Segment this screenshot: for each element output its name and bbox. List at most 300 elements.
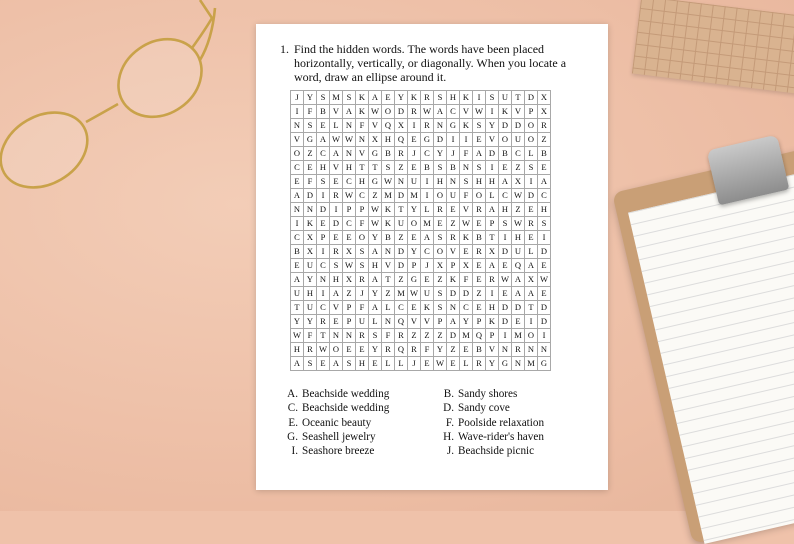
grid-cell[interactable]: H: [473, 175, 486, 189]
grid-cell[interactable]: Y: [408, 245, 421, 259]
grid-cell[interactable]: S: [304, 357, 317, 371]
grid-cell[interactable]: D: [395, 245, 408, 259]
grid-cell[interactable]: W: [369, 217, 382, 231]
grid-cell[interactable]: F: [304, 175, 317, 189]
grid-cell[interactable]: A: [330, 357, 343, 371]
grid-cell[interactable]: S: [434, 91, 447, 105]
grid-cell[interactable]: X: [538, 105, 551, 119]
grid-cell[interactable]: E: [317, 119, 330, 133]
grid-cell[interactable]: R: [356, 273, 369, 287]
grid-cell[interactable]: E: [408, 231, 421, 245]
grid-cell[interactable]: X: [395, 119, 408, 133]
grid-cell[interactable]: R: [538, 119, 551, 133]
grid-cell[interactable]: K: [460, 231, 473, 245]
grid-cell[interactable]: H: [304, 287, 317, 301]
grid-cell[interactable]: S: [343, 91, 356, 105]
grid-cell[interactable]: V: [330, 161, 343, 175]
grid-cell[interactable]: E: [330, 231, 343, 245]
grid-cell[interactable]: K: [408, 91, 421, 105]
grid-cell[interactable]: Z: [538, 133, 551, 147]
grid-cell[interactable]: A: [369, 301, 382, 315]
grid-cell[interactable]: Y: [486, 357, 499, 371]
grid-cell[interactable]: Y: [304, 315, 317, 329]
grid-cell[interactable]: E: [330, 315, 343, 329]
grid-cell[interactable]: P: [408, 259, 421, 273]
grid-cell[interactable]: Q: [395, 343, 408, 357]
grid-cell[interactable]: E: [499, 287, 512, 301]
grid-cell[interactable]: B: [317, 105, 330, 119]
grid-cell[interactable]: S: [369, 329, 382, 343]
grid-cell[interactable]: N: [343, 329, 356, 343]
grid-cell[interactable]: K: [447, 273, 460, 287]
grid-cell[interactable]: O: [525, 119, 538, 133]
grid-cell[interactable]: V: [460, 105, 473, 119]
grid-cell[interactable]: S: [317, 91, 330, 105]
grid-cell[interactable]: P: [486, 329, 499, 343]
grid-cell[interactable]: A: [447, 315, 460, 329]
grid-cell[interactable]: S: [343, 357, 356, 371]
grid-cell[interactable]: F: [356, 119, 369, 133]
grid-cell[interactable]: E: [421, 273, 434, 287]
grid-cell[interactable]: U: [304, 301, 317, 315]
grid-cell[interactable]: E: [499, 161, 512, 175]
grid-cell[interactable]: M: [408, 189, 421, 203]
grid-cell[interactable]: B: [473, 231, 486, 245]
grid-cell[interactable]: O: [330, 343, 343, 357]
grid-cell[interactable]: C: [317, 259, 330, 273]
grid-cell[interactable]: I: [408, 119, 421, 133]
grid-cell[interactable]: B: [473, 343, 486, 357]
grid-cell[interactable]: I: [486, 105, 499, 119]
grid-cell[interactable]: N: [447, 301, 460, 315]
grid-cell[interactable]: O: [434, 189, 447, 203]
grid-cell[interactable]: J: [356, 287, 369, 301]
grid-cell[interactable]: F: [304, 105, 317, 119]
grid-cell[interactable]: P: [434, 315, 447, 329]
grid-cell[interactable]: O: [525, 133, 538, 147]
grid-cell[interactable]: K: [486, 315, 499, 329]
grid-cell[interactable]: R: [304, 343, 317, 357]
grid-cell[interactable]: D: [538, 301, 551, 315]
grid-cell[interactable]: S: [499, 217, 512, 231]
grid-cell[interactable]: S: [434, 287, 447, 301]
grid-cell[interactable]: I: [460, 133, 473, 147]
grid-cell[interactable]: N: [434, 119, 447, 133]
grid-cell[interactable]: A: [486, 203, 499, 217]
grid-cell[interactable]: T: [486, 231, 499, 245]
grid-cell[interactable]: Y: [304, 273, 317, 287]
grid-cell[interactable]: H: [486, 301, 499, 315]
grid-cell[interactable]: W: [434, 357, 447, 371]
grid-cell[interactable]: E: [538, 259, 551, 273]
grid-cell[interactable]: I: [538, 329, 551, 343]
grid-cell[interactable]: Y: [369, 231, 382, 245]
grid-cell[interactable]: S: [382, 161, 395, 175]
grid-cell[interactable]: J: [408, 357, 421, 371]
grid-cell[interactable]: E: [408, 301, 421, 315]
grid-cell[interactable]: Z: [447, 217, 460, 231]
grid-cell[interactable]: N: [382, 245, 395, 259]
grid-cell[interactable]: J: [291, 91, 304, 105]
grid-cell[interactable]: D: [460, 287, 473, 301]
grid-cell[interactable]: M: [460, 329, 473, 343]
grid-cell[interactable]: S: [304, 119, 317, 133]
grid-cell[interactable]: Z: [447, 343, 460, 357]
grid-cell[interactable]: K: [356, 91, 369, 105]
grid-cell[interactable]: W: [330, 133, 343, 147]
grid-cell[interactable]: Q: [395, 133, 408, 147]
grid-cell[interactable]: W: [512, 217, 525, 231]
grid-cell[interactable]: D: [499, 245, 512, 259]
grid-cell[interactable]: W: [382, 175, 395, 189]
grid-cell[interactable]: Z: [304, 147, 317, 161]
grid-cell[interactable]: Z: [382, 287, 395, 301]
grid-cell[interactable]: R: [434, 203, 447, 217]
grid-cell[interactable]: I: [421, 175, 434, 189]
grid-cell[interactable]: R: [395, 147, 408, 161]
grid-cell[interactable]: A: [538, 175, 551, 189]
grid-cell[interactable]: C: [421, 245, 434, 259]
grid-cell[interactable]: R: [356, 329, 369, 343]
grid-cell[interactable]: Y: [369, 343, 382, 357]
grid-cell[interactable]: G: [304, 133, 317, 147]
grid-cell[interactable]: E: [421, 357, 434, 371]
grid-cell[interactable]: Z: [421, 329, 434, 343]
grid-cell[interactable]: R: [525, 217, 538, 231]
grid-cell[interactable]: A: [512, 273, 525, 287]
grid-cell[interactable]: K: [460, 119, 473, 133]
grid-cell[interactable]: E: [512, 315, 525, 329]
grid-cell[interactable]: E: [304, 161, 317, 175]
grid-cell[interactable]: B: [382, 231, 395, 245]
grid-cell[interactable]: H: [291, 343, 304, 357]
grid-cell[interactable]: S: [330, 259, 343, 273]
grid-cell[interactable]: C: [291, 231, 304, 245]
grid-cell[interactable]: N: [460, 161, 473, 175]
grid-cell[interactable]: Z: [408, 329, 421, 343]
grid-cell[interactable]: S: [434, 301, 447, 315]
grid-cell[interactable]: L: [486, 189, 499, 203]
grid-cell[interactable]: W: [512, 189, 525, 203]
grid-cell[interactable]: C: [317, 301, 330, 315]
grid-cell[interactable]: B: [538, 147, 551, 161]
grid-cell[interactable]: U: [512, 245, 525, 259]
grid-cell[interactable]: T: [395, 203, 408, 217]
grid-cell[interactable]: D: [304, 189, 317, 203]
grid-cell[interactable]: Z: [434, 329, 447, 343]
grid-cell[interactable]: B: [382, 147, 395, 161]
grid-cell[interactable]: C: [421, 147, 434, 161]
grid-cell[interactable]: J: [421, 259, 434, 273]
grid-cell[interactable]: R: [473, 245, 486, 259]
grid-cell[interactable]: R: [317, 315, 330, 329]
grid-cell[interactable]: S: [356, 259, 369, 273]
grid-cell[interactable]: Q: [395, 315, 408, 329]
grid-cell[interactable]: Y: [395, 91, 408, 105]
grid-cell[interactable]: H: [317, 161, 330, 175]
grid-cell[interactable]: C: [499, 189, 512, 203]
grid-cell[interactable]: L: [369, 315, 382, 329]
grid-cell[interactable]: I: [330, 203, 343, 217]
grid-cell[interactable]: V: [447, 245, 460, 259]
grid-cell[interactable]: H: [434, 175, 447, 189]
grid-cell[interactable]: N: [291, 119, 304, 133]
grid-cell[interactable]: R: [473, 203, 486, 217]
grid-cell[interactable]: C: [291, 161, 304, 175]
grid-cell[interactable]: U: [408, 175, 421, 189]
grid-cell[interactable]: E: [538, 161, 551, 175]
grid-cell[interactable]: T: [369, 161, 382, 175]
grid-cell[interactable]: R: [330, 245, 343, 259]
grid-cell[interactable]: Q: [512, 259, 525, 273]
grid-cell[interactable]: H: [343, 161, 356, 175]
grid-cell[interactable]: L: [525, 245, 538, 259]
grid-cell[interactable]: X: [434, 259, 447, 273]
grid-cell[interactable]: F: [460, 273, 473, 287]
grid-cell[interactable]: E: [382, 91, 395, 105]
grid-cell[interactable]: R: [512, 343, 525, 357]
grid-cell[interactable]: W: [343, 133, 356, 147]
grid-cell[interactable]: L: [525, 147, 538, 161]
grid-cell[interactable]: N: [395, 175, 408, 189]
grid-cell[interactable]: P: [343, 315, 356, 329]
grid-cell[interactable]: E: [525, 231, 538, 245]
grid-cell[interactable]: E: [473, 217, 486, 231]
grid-cell[interactable]: M: [512, 329, 525, 343]
grid-cell[interactable]: S: [434, 161, 447, 175]
grid-cell[interactable]: E: [343, 231, 356, 245]
grid-cell[interactable]: K: [460, 91, 473, 105]
grid-cell[interactable]: V: [330, 301, 343, 315]
grid-cell[interactable]: O: [499, 133, 512, 147]
grid-cell[interactable]: D: [395, 189, 408, 203]
grid-cell[interactable]: F: [356, 217, 369, 231]
grid-cell[interactable]: R: [408, 343, 421, 357]
grid-cell[interactable]: I: [499, 231, 512, 245]
grid-cell[interactable]: B: [499, 147, 512, 161]
grid-cell[interactable]: X: [304, 231, 317, 245]
grid-cell[interactable]: Z: [395, 231, 408, 245]
grid-cell[interactable]: V: [356, 147, 369, 161]
grid-cell[interactable]: D: [499, 119, 512, 133]
grid-cell[interactable]: A: [421, 231, 434, 245]
grid-cell[interactable]: D: [538, 245, 551, 259]
grid-cell[interactable]: E: [330, 175, 343, 189]
grid-cell[interactable]: J: [408, 147, 421, 161]
grid-cell[interactable]: A: [486, 259, 499, 273]
grid-cell[interactable]: A: [317, 133, 330, 147]
grid-cell[interactable]: L: [460, 357, 473, 371]
grid-cell[interactable]: Z: [369, 189, 382, 203]
grid-cell[interactable]: M: [421, 217, 434, 231]
grid-cell[interactable]: E: [460, 343, 473, 357]
grid-cell[interactable]: N: [447, 175, 460, 189]
grid-cell[interactable]: N: [343, 119, 356, 133]
grid-cell[interactable]: V: [382, 259, 395, 273]
grid-cell[interactable]: C: [343, 217, 356, 231]
grid-cell[interactable]: G: [499, 357, 512, 371]
grid-cell[interactable]: F: [356, 301, 369, 315]
grid-cell[interactable]: R: [408, 105, 421, 119]
grid-cell[interactable]: Y: [460, 315, 473, 329]
grid-cell[interactable]: D: [317, 203, 330, 217]
grid-cell[interactable]: K: [421, 301, 434, 315]
grid-cell[interactable]: N: [525, 343, 538, 357]
grid-cell[interactable]: F: [304, 329, 317, 343]
grid-cell[interactable]: X: [343, 273, 356, 287]
grid-cell[interactable]: P: [473, 315, 486, 329]
grid-cell[interactable]: T: [356, 161, 369, 175]
grid-cell[interactable]: G: [369, 147, 382, 161]
grid-cell[interactable]: H: [369, 259, 382, 273]
grid-cell[interactable]: U: [421, 287, 434, 301]
grid-cell[interactable]: H: [512, 231, 525, 245]
grid-cell[interactable]: I: [538, 231, 551, 245]
grid-cell[interactable]: I: [317, 189, 330, 203]
grid-cell[interactable]: T: [525, 301, 538, 315]
grid-cell[interactable]: R: [421, 119, 434, 133]
grid-cell[interactable]: I: [421, 189, 434, 203]
grid-cell[interactable]: S: [473, 161, 486, 175]
grid-cell[interactable]: D: [486, 147, 499, 161]
grid-cell[interactable]: H: [356, 357, 369, 371]
grid-cell[interactable]: W: [343, 189, 356, 203]
grid-cell[interactable]: E: [538, 287, 551, 301]
grid-cell[interactable]: Z: [473, 287, 486, 301]
grid-cell[interactable]: R: [486, 273, 499, 287]
grid-cell[interactable]: I: [447, 133, 460, 147]
grid-cell[interactable]: E: [473, 259, 486, 273]
grid-cell[interactable]: T: [291, 301, 304, 315]
grid-cell[interactable]: I: [499, 329, 512, 343]
grid-cell[interactable]: E: [460, 245, 473, 259]
grid-cell[interactable]: S: [460, 175, 473, 189]
grid-cell[interactable]: V: [291, 133, 304, 147]
grid-cell[interactable]: C: [343, 175, 356, 189]
grid-cell[interactable]: S: [317, 175, 330, 189]
grid-cell[interactable]: I: [525, 315, 538, 329]
grid-cell[interactable]: L: [382, 301, 395, 315]
grid-cell[interactable]: C: [538, 189, 551, 203]
grid-cell[interactable]: S: [525, 161, 538, 175]
grid-cell[interactable]: A: [330, 147, 343, 161]
grid-cell[interactable]: P: [486, 217, 499, 231]
grid-cell[interactable]: E: [408, 161, 421, 175]
grid-cell[interactable]: C: [356, 189, 369, 203]
grid-cell[interactable]: L: [382, 357, 395, 371]
grid-cell[interactable]: H: [499, 203, 512, 217]
grid-cell[interactable]: T: [317, 329, 330, 343]
grid-cell[interactable]: Y: [291, 315, 304, 329]
grid-cell[interactable]: N: [291, 203, 304, 217]
grid-cell[interactable]: X: [512, 175, 525, 189]
grid-cell[interactable]: K: [382, 217, 395, 231]
grid-cell[interactable]: A: [434, 105, 447, 119]
grid-cell[interactable]: R: [473, 357, 486, 371]
grid-cell[interactable]: N: [499, 343, 512, 357]
grid-cell[interactable]: H: [356, 175, 369, 189]
grid-cell[interactable]: S: [473, 119, 486, 133]
grid-cell[interactable]: D: [538, 315, 551, 329]
grid-cell[interactable]: N: [356, 133, 369, 147]
grid-cell[interactable]: R: [421, 91, 434, 105]
grid-cell[interactable]: D: [447, 329, 460, 343]
grid-cell[interactable]: F: [382, 329, 395, 343]
grid-cell[interactable]: Z: [512, 161, 525, 175]
grid-cell[interactable]: S: [538, 217, 551, 231]
grid-cell[interactable]: E: [343, 343, 356, 357]
grid-cell[interactable]: U: [447, 189, 460, 203]
grid-cell[interactable]: A: [291, 189, 304, 203]
grid-cell[interactable]: H: [382, 133, 395, 147]
grid-cell[interactable]: W: [317, 343, 330, 357]
grid-cell[interactable]: A: [343, 105, 356, 119]
grid-cell[interactable]: I: [486, 161, 499, 175]
grid-cell[interactable]: S: [486, 91, 499, 105]
grid-cell[interactable]: Y: [434, 343, 447, 357]
grid-cell[interactable]: Z: [395, 273, 408, 287]
grid-cell[interactable]: X: [369, 133, 382, 147]
grid-cell[interactable]: A: [369, 273, 382, 287]
grid-cell[interactable]: V: [512, 105, 525, 119]
grid-cell[interactable]: K: [356, 105, 369, 119]
grid-cell[interactable]: F: [460, 147, 473, 161]
grid-cell[interactable]: A: [512, 287, 525, 301]
grid-cell[interactable]: R: [395, 329, 408, 343]
grid-cell[interactable]: U: [395, 217, 408, 231]
grid-cell[interactable]: Z: [343, 287, 356, 301]
grid-cell[interactable]: N: [382, 315, 395, 329]
grid-cell[interactable]: O: [525, 329, 538, 343]
grid-cell[interactable]: V: [486, 133, 499, 147]
grid-cell[interactable]: E: [291, 175, 304, 189]
grid-cell[interactable]: U: [499, 91, 512, 105]
grid-cell[interactable]: Y: [304, 91, 317, 105]
grid-cell[interactable]: D: [525, 91, 538, 105]
grid-cell[interactable]: O: [434, 245, 447, 259]
grid-cell[interactable]: J: [447, 147, 460, 161]
grid-cell[interactable]: R: [382, 343, 395, 357]
grid-cell[interactable]: W: [421, 105, 434, 119]
grid-cell[interactable]: X: [538, 91, 551, 105]
grid-cell[interactable]: G: [369, 175, 382, 189]
grid-cell[interactable]: V: [330, 105, 343, 119]
grid-cell[interactable]: W: [291, 329, 304, 343]
grid-cell[interactable]: E: [447, 357, 460, 371]
grid-cell[interactable]: A: [525, 287, 538, 301]
grid-cell[interactable]: L: [330, 119, 343, 133]
grid-cell[interactable]: E: [408, 133, 421, 147]
grid-cell[interactable]: D: [447, 287, 460, 301]
grid-cell[interactable]: C: [395, 301, 408, 315]
grid-cell[interactable]: V: [486, 343, 499, 357]
grid-cell[interactable]: N: [343, 147, 356, 161]
grid-cell[interactable]: Y: [434, 147, 447, 161]
grid-cell[interactable]: A: [330, 287, 343, 301]
grid-cell[interactable]: K: [499, 105, 512, 119]
grid-cell[interactable]: W: [369, 203, 382, 217]
grid-cell[interactable]: V: [421, 315, 434, 329]
grid-cell[interactable]: C: [447, 105, 460, 119]
grid-cell[interactable]: D: [512, 119, 525, 133]
grid-cell[interactable]: E: [317, 217, 330, 231]
grid-cell[interactable]: D: [395, 105, 408, 119]
grid-cell[interactable]: E: [317, 357, 330, 371]
grid-cell[interactable]: A: [291, 357, 304, 371]
grid-cell[interactable]: Q: [473, 329, 486, 343]
grid-cell[interactable]: U: [291, 287, 304, 301]
grid-cell[interactable]: Y: [369, 287, 382, 301]
